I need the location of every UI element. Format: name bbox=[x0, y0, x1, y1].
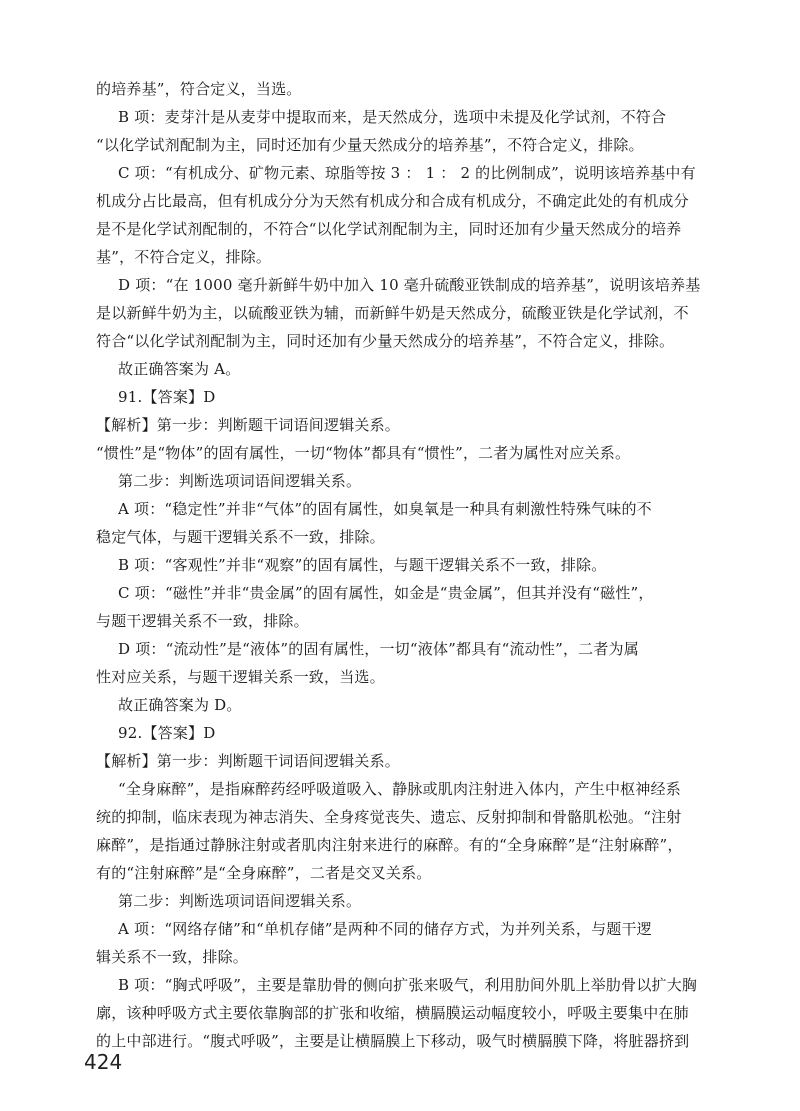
page-number: 424 bbox=[84, 1050, 123, 1074]
text-line: D 项：“在 1000 毫升新鲜牛奶中加入 10 毫升硫酸亚铁制成的培养基”，说明该培养基 bbox=[118, 276, 701, 294]
text-line: A 项：“网络存储”和“单机存储”是两种不同的储存方式，为并列关系，与题干逻 bbox=[118, 920, 652, 938]
text-line: 是不是化学试剂配制的，不符合“以化学试剂配制为主，同时还加有少量天然成分的培养 bbox=[96, 220, 682, 238]
text-line: 的上中部进行。“腹式呼吸”，主要是让横膈膜上下移动，吸气时横膈膜下降，将脏器挤到 bbox=[96, 1032, 690, 1050]
text-line: “惯性”是“物体”的固有属性，一切“物体”都具有“惯性”，二者为属性对应关系。 bbox=[96, 444, 631, 462]
analysis-heading: 【解析】第一步：判断题干词语间逻辑关系。 bbox=[96, 752, 401, 770]
text-line: 符合“以化学试剂配制为主，同时还加有少量天然成分的培养基”，不符合定义，排除。 bbox=[96, 332, 675, 350]
text-line: 基”，不符合定义，排除。 bbox=[96, 248, 272, 266]
text-line: 辑关系不一致，排除。 bbox=[96, 948, 249, 966]
text-line: C 项：“磁性”并非“贵金属”的固有属性，如金是“贵金属”，但其并没有“磁性”， bbox=[118, 584, 654, 602]
analysis-heading: 【解析】第一步：判断题干词语间逻辑关系。 bbox=[96, 416, 401, 434]
text-line: 机成分占比最高，但有机成分分为天然有机成分和合成有机成分，不确定此处的有机成分 bbox=[96, 192, 689, 210]
text-line: 廓，该种呼吸方式主要依靠胸部的扩张和收缩，横膈膜运动幅度较小，呼吸主要集中在肺 bbox=[96, 1004, 689, 1022]
text-line: 故正确答案为 D。 bbox=[118, 696, 242, 714]
text-line: C 项：“有机成分、矿物元素、琼脂等按 3 ： 1 ： 2 的比例制成”，说明该培养基中有 bbox=[118, 164, 696, 182]
text-line: 麻醉”，是指通过静脉注射或者肌肉注射来进行的麻醉。有的“全身麻醉”是“注射麻醉”， bbox=[96, 836, 683, 854]
text-line: 故正确答案为 A。 bbox=[118, 360, 241, 378]
answer-heading: 92.【答案】D bbox=[118, 724, 216, 742]
text-line: A 项：“稳定性”并非“气体”的固有属性，如臭氧是一种具有刺激性特殊气味的不 bbox=[118, 500, 652, 518]
text-line: 与题干逻辑关系不一致，排除。 bbox=[96, 612, 309, 630]
text-line: 第二步：判断选项词语间逻辑关系。 bbox=[118, 472, 362, 490]
text-line: 是以新鲜牛奶为主，以硫酸亚铁为辅，而新鲜牛奶是天然成分，硫酸亚铁是化学试剂，不 bbox=[96, 304, 689, 322]
text-line: “以化学试剂配制为主，同时还加有少量天然成分的培养基”，不符合定义，排除。 bbox=[96, 136, 644, 154]
text-line: 有的“注射麻醉”是“全身麻醉”，二者是交叉关系。 bbox=[96, 864, 432, 882]
text-line: “全身麻醉”，是指麻醉药经呼吸道吸入、静脉或肌肉注射进入体内，产生中枢神经系 bbox=[118, 780, 681, 798]
text-line: 统的抑制，临床表现为神志消失、全身疼觉丧失、遗忘、反射抑制和骨骼肌松弛。“注射 bbox=[96, 808, 682, 826]
text-line: 性对应关系，与题干逻辑关系一致，当选。 bbox=[96, 668, 385, 686]
answer-heading: 91.【答案】D bbox=[118, 388, 216, 406]
text-line: 第二步：判断选项词语间逻辑关系。 bbox=[118, 892, 362, 910]
text-line: B 项：“胸式呼吸”，主要是靠肋骨的侧向扩张来吸气，利用肋间外肌上举肋骨以扩大胸 bbox=[118, 976, 698, 994]
text-line: B 项：“客观性”并非“观察”的固有属性，与题干逻辑关系不一致，排除。 bbox=[118, 556, 607, 574]
text-line: 稳定气体，与题干逻辑关系不一致，排除。 bbox=[96, 528, 385, 546]
text-line: 的培养基”，符合定义，当选。 bbox=[96, 80, 302, 98]
text-line: D 项：“流动性”是“液体”的固有属性，一切“液体”都具有“流动性”，二者为属 bbox=[118, 640, 639, 658]
text-line: B 项：麦芽汁是从麦芽中提取而来，是天然成分，选项中未提及化学试剂，不符合 bbox=[118, 108, 667, 126]
